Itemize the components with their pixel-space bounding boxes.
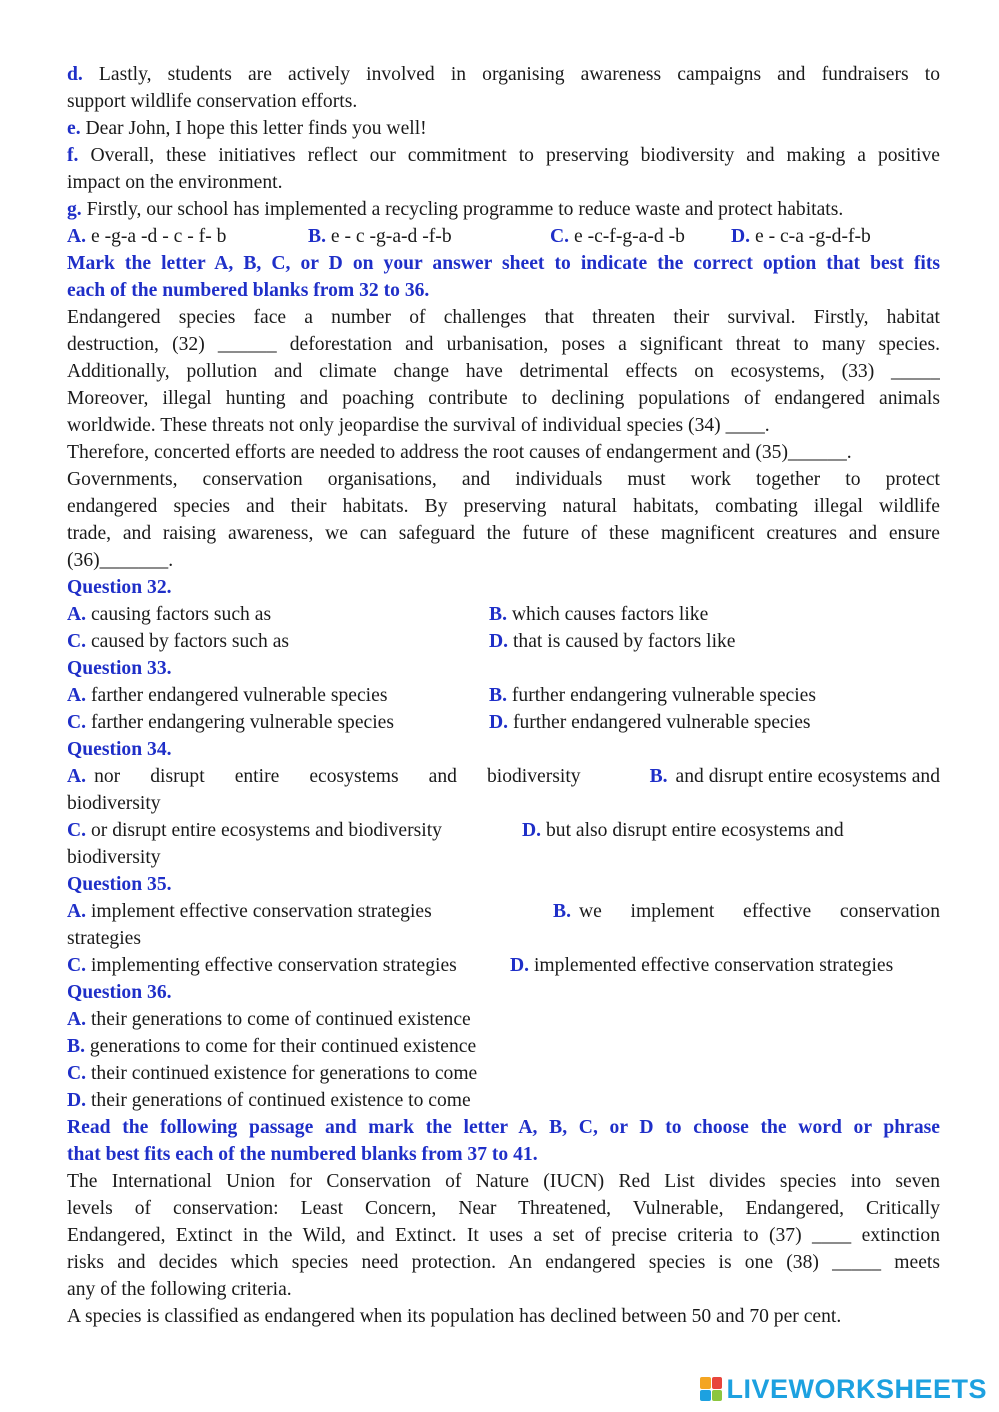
passage-1-line: trade, and raising awareness, we can safeguard the future of these magnificent creatures and ensure: [67, 523, 940, 544]
option-letter: d.: [67, 64, 83, 85]
question-35-row-2: [67, 952, 940, 979]
q33-option-c[interactable]: C. farther endangering vulnerable species: [67, 712, 394, 733]
passage-2-line: any of the following criteria.: [67, 1279, 292, 1300]
q33-option-d[interactable]: D. further endangered vulnerable species: [489, 712, 811, 733]
passage-2-line: levels of conservation: Least Concern, Near Threatened, Vulnerable, Endangered, Critically: [67, 1198, 940, 1219]
instruction-2-line-1: Read the following passage and mark the letter A, B, C, or D to choose the word or phrase: [67, 1117, 940, 1138]
question-34-title: Question 34.: [67, 739, 172, 760]
q35-option-d[interactable]: D. implemented effective conservation strategies: [510, 955, 894, 976]
q35-option-b[interactable]: B. we implement effective conservation: [553, 901, 940, 922]
question-35-title: Question 35.: [67, 874, 172, 895]
q34-option-a[interactable]: A. nor disrupt entire ecosystems and biodiversity: [67, 766, 581, 787]
option-f-line: f. Overall, these initiatives reflect our commitment to preserving biodiversity and making a positive: [67, 145, 940, 166]
q36-option-d[interactable]: D. their generations of continued existence to come: [67, 1090, 471, 1111]
question-36-title: Question 36.: [67, 982, 172, 1003]
option-e-line: e. Dear John, I hope this letter finds you well!: [67, 118, 427, 139]
q35-option-c[interactable]: C. implementing effective conservation strategies: [67, 955, 457, 976]
worksheet-page: [67, 61, 940, 1330]
answer-a[interactable]: A. e -g-a -d - c - f- b: [67, 226, 227, 247]
instruction-2-line-2: that best fits each of the numbered blanks from 37 to 41.: [67, 1144, 538, 1165]
ordering-answers: [67, 223, 940, 250]
passage-1-line: endangered species and their habitats. By preserving natural habitats, combating illegal wildlife: [67, 496, 940, 517]
answer-d[interactable]: D. e - c-a -g-d-f-b: [731, 226, 871, 247]
passage-2-line: Endangered, Extinct in the Wild, and Extinct. It uses a set of precise criteria to (37) ____ extinction: [67, 1225, 940, 1246]
question-34-row-1: [67, 763, 940, 790]
question-33-row-2: [67, 709, 940, 736]
passage-1-line: worldwide. These threats not only jeopardise the survival of individual species (34) ____.: [67, 415, 770, 436]
liveworksheets-logo-icon: [700, 1377, 722, 1401]
q34-option-c[interactable]: C. or disrupt entire ecosystems and biodiversity: [67, 820, 442, 841]
question-34-row-2: [67, 817, 940, 844]
q34-option-d-cont: biodiversity: [67, 847, 161, 868]
passage-1-line: Therefore, concerted efforts are needed to address the root causes of endangerment and (35)______.: [67, 442, 852, 463]
q36-option-a[interactable]: A. their generations to come of continued existence: [67, 1009, 471, 1030]
q35-option-b-cont: strategies: [67, 928, 141, 949]
q33-option-b[interactable]: B. further endangering vulnerable species: [489, 685, 816, 706]
q32-option-d[interactable]: D. that is caused by factors like: [489, 631, 736, 652]
passage-1-line: Endangered species face a number of challenges that threaten their survival. Firstly, habitat: [67, 307, 940, 328]
option-d-line: d. Lastly, students are actively involved in organising awareness campaigns and fundraisers to: [67, 64, 940, 85]
question-32-row-1: [67, 601, 940, 628]
passage-2-line: risks and decides which species need protection. An endangered species is one (38) _____ meets: [67, 1252, 940, 1273]
passage-2-line: The International Union for Conservation of Nature (IUCN) Red List divides species into seven: [67, 1171, 940, 1192]
liveworksheets-brand: [700, 1374, 987, 1404]
passage-1-line: (36)_______.: [67, 550, 174, 571]
q32-option-b[interactable]: B. which causes factors like: [489, 604, 709, 625]
q32-option-a[interactable]: A. causing factors such as: [67, 604, 272, 625]
q35-option-a[interactable]: A. implement effective conservation strategies: [67, 901, 432, 922]
answer-c[interactable]: C. e -c-f-g-a-d -b: [550, 226, 685, 247]
question-32-title: Question 32.: [67, 577, 172, 598]
answer-b[interactable]: B. e - c -g-a-d -f-b: [308, 226, 452, 247]
option-d-line-2: support wildlife conservation efforts.: [67, 91, 358, 112]
passage-1-line: Governments, conservation organisations, and individuals must work together to protect: [67, 469, 940, 490]
passage-1-line: Additionally, pollution and climate change have detrimental effects on ecosystems, (33) _____: [67, 361, 940, 382]
q34-option-d[interactable]: D. but also disrupt entire ecosystems and: [522, 820, 844, 841]
instruction-1-line-1: Mark the letter A, B, C, or D on your answer sheet to indicate the correct option that best fits: [67, 253, 940, 274]
question-32-row-2: [67, 628, 940, 655]
q32-option-c[interactable]: C. caused by factors such as: [67, 631, 290, 652]
question-33-title: Question 33.: [67, 658, 172, 679]
q34-option-b-cont: biodiversity: [67, 793, 161, 814]
passage-1-line: destruction, (32) ______ deforestation and urbanisation, poses a significant threat to many species.: [67, 334, 940, 355]
q33-option-a[interactable]: A. farther endangered vulnerable species: [67, 685, 388, 706]
instruction-1-line-2: each of the numbered blanks from 32 to 36.: [67, 280, 430, 301]
q34-option-b[interactable]: B. and disrupt entire ecosystems and: [649, 766, 940, 787]
q36-option-c[interactable]: C. their continued existence for generations to come: [67, 1063, 478, 1084]
passage-2-line: A species is classified as endangered when its population has declined between 50 and 70 per cent.: [67, 1306, 842, 1327]
question-35-row-1: [67, 898, 940, 925]
q36-option-b[interactable]: B. generations to come for their continued existence: [67, 1036, 477, 1057]
question-33-row-1: [67, 682, 940, 709]
brand-name: LIVEWORKSHEETS: [726, 1373, 987, 1404]
option-g-line: g. Firstly, our school has implemented a recycling programme to reduce waste and protect habitats.: [67, 199, 844, 220]
option-f-line-2: impact on the environment.: [67, 172, 283, 193]
passage-1-line: Moreover, illegal hunting and poaching contribute to declining populations of endangered animals: [67, 388, 940, 409]
